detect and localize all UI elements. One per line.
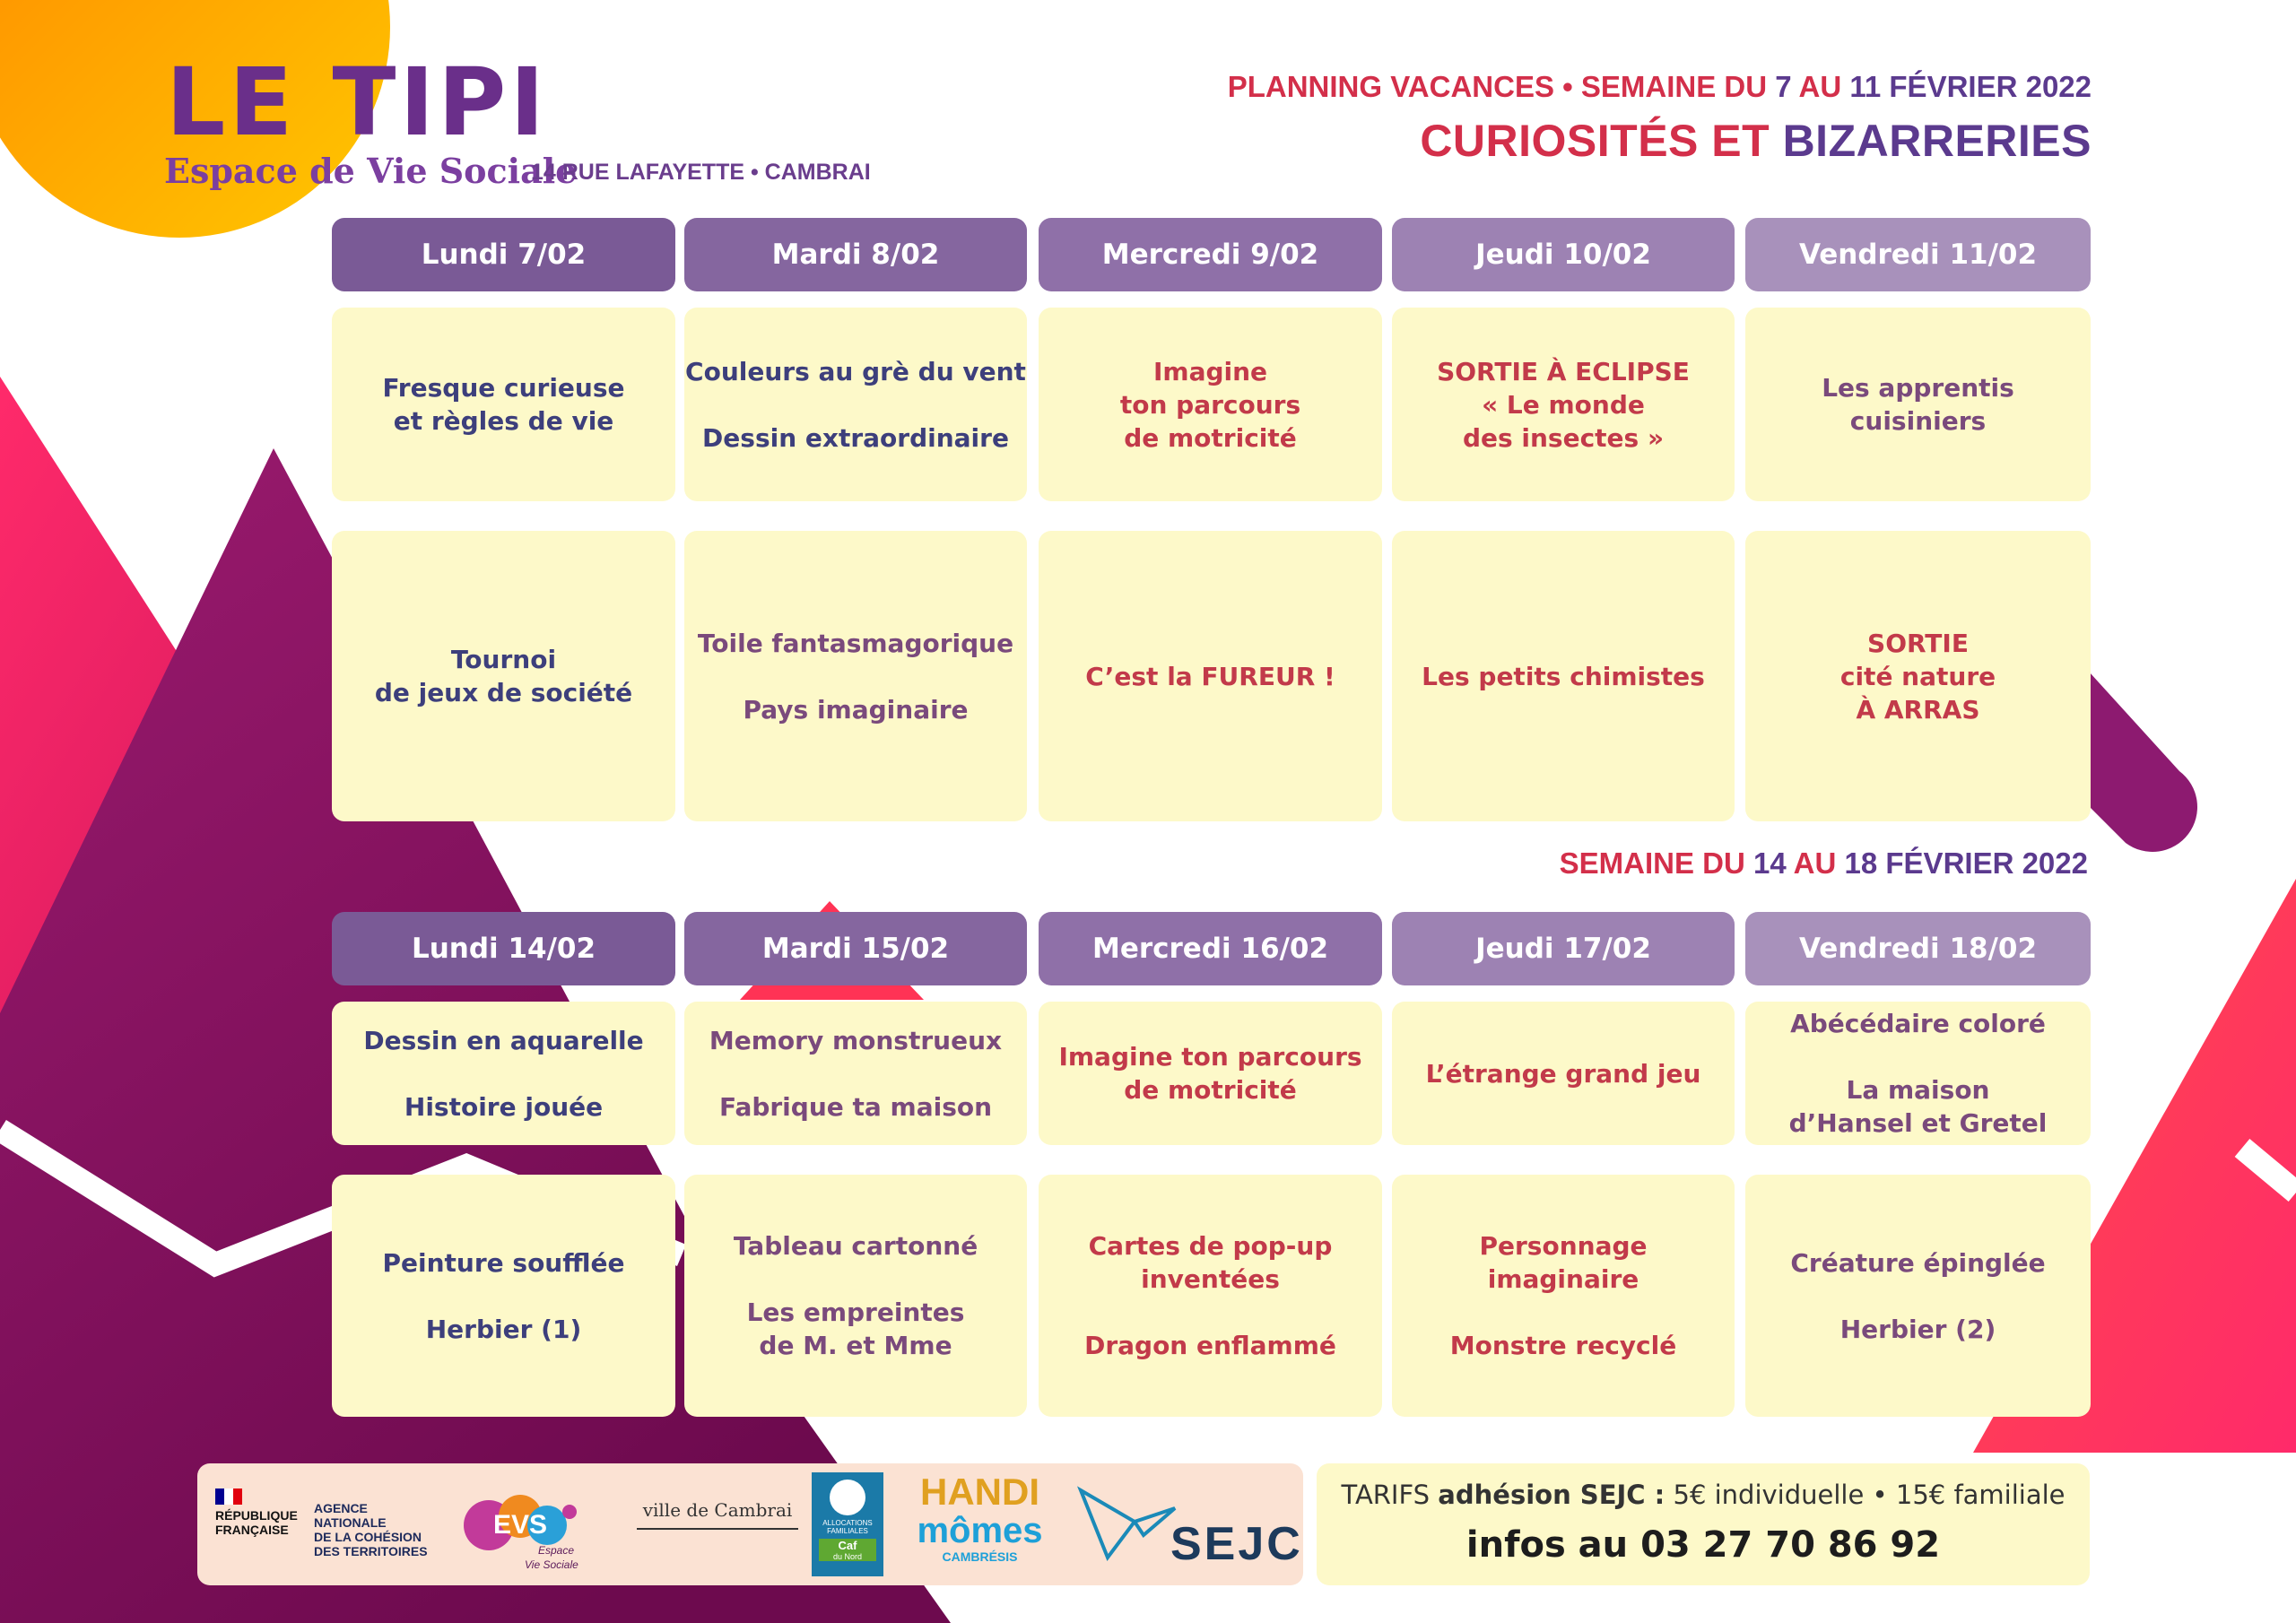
republique-francaise-logo bbox=[215, 1488, 300, 1537]
week2-afternoon-activity-3 bbox=[1039, 1175, 1382, 1417]
planning-part-1: PLANNING VACANCES • SEMAINE DU bbox=[1227, 70, 1776, 103]
anct-logo bbox=[314, 1501, 428, 1558]
rf-line-2: FRANÇAISE bbox=[215, 1523, 289, 1537]
activity-line: La maison bbox=[1846, 1075, 1990, 1105]
evs-logo bbox=[453, 1476, 587, 1575]
week2-part-3: AU bbox=[1786, 846, 1845, 880]
hummingbird-icon bbox=[1072, 1472, 1179, 1571]
cambresis-text: CAMBRÉSIS bbox=[942, 1549, 1018, 1564]
handi-momes-logo bbox=[906, 1472, 1054, 1564]
activity-line: de jeux de société bbox=[374, 678, 633, 707]
anct-line-2: NATIONALE bbox=[314, 1515, 387, 1530]
week1-morning-activity-2 bbox=[684, 308, 1027, 501]
week1-morning-activity-5 bbox=[1745, 308, 2091, 501]
week1-day-header-2: Mardi 8/02 bbox=[684, 218, 1027, 291]
activity-line: SORTIE À ECLIPSE bbox=[1437, 356, 1690, 386]
caf-green-block bbox=[819, 1539, 876, 1561]
activity-line: Tableau cartonné bbox=[733, 1231, 978, 1261]
activity-line: imaginaire bbox=[1487, 1264, 1639, 1294]
activity-line: Herbier (2) bbox=[1839, 1314, 1996, 1344]
evs-word-2: Vie Sociale bbox=[525, 1558, 578, 1571]
week1-day-header-1: Lundi 7/02 bbox=[332, 218, 675, 291]
activity-line: Couleurs au grè du vent bbox=[685, 356, 1026, 386]
week2-morning-activity-3 bbox=[1039, 1002, 1382, 1145]
activity-line: et règles de vie bbox=[393, 406, 614, 436]
week2-part-2: 14 bbox=[1753, 846, 1787, 880]
activity-line: Les apprentis bbox=[1822, 373, 2014, 403]
sejc-logo bbox=[1072, 1472, 1303, 1576]
infos-phone: infos au 03 27 70 86 92 bbox=[1465, 1524, 1941, 1566]
week2-day-header-5: Vendredi 18/02 bbox=[1745, 912, 2091, 985]
sejc-text: SEJC bbox=[1170, 1518, 1303, 1570]
activity-line: de motricité bbox=[1124, 422, 1297, 453]
caf-line-2: FAMILIALES bbox=[827, 1527, 868, 1535]
activity-line: Dessin extraordinaire bbox=[702, 422, 1009, 453]
cambrai-text: ville de Cambrai bbox=[642, 1499, 793, 1521]
theme-title bbox=[1420, 115, 2092, 167]
activity-line: À ARRAS bbox=[1856, 694, 1980, 725]
activity-line: de motricité bbox=[1124, 1075, 1297, 1105]
week2-morning-activity-5 bbox=[1745, 1002, 2091, 1145]
activity-line: Fresque curieuse bbox=[382, 373, 625, 403]
week2-afternoon-activity-2 bbox=[684, 1175, 1027, 1417]
logo-subtitle: Espace de Vie Sociale bbox=[164, 151, 578, 191]
evs-word-1: Espace bbox=[538, 1544, 575, 1557]
week2-title bbox=[1560, 846, 2088, 881]
week2-morning-activity-1 bbox=[332, 1002, 675, 1145]
week2-day-header-2: Mardi 15/02 bbox=[684, 912, 1027, 985]
week2-part-4: 18 FÉVRIER 2022 bbox=[1844, 846, 2088, 880]
activity-line: Peinture soufflée bbox=[382, 1247, 625, 1278]
planning-part-3: AU bbox=[1791, 70, 1850, 103]
anct-line-3: DE LA COHÉSION bbox=[314, 1530, 422, 1544]
week2-afternoon-activity-4 bbox=[1392, 1175, 1735, 1417]
week2-day-header-4: Jeudi 17/02 bbox=[1392, 912, 1735, 985]
caf-line-4: du Nord bbox=[832, 1552, 863, 1561]
week1-afternoon-activity-4 bbox=[1392, 531, 1735, 821]
caf-logo bbox=[812, 1472, 883, 1576]
activity-line: cuisiniers bbox=[1849, 406, 1987, 436]
activity-line: Créature épinglée bbox=[1790, 1247, 2046, 1278]
anct-line-4: DES TERRITOIRES bbox=[314, 1544, 428, 1558]
activity-line: L’étrange grand jeu bbox=[1425, 1058, 1701, 1089]
activity-line: Personnage bbox=[1479, 1231, 1648, 1261]
week1-day-header-4: Jeudi 10/02 bbox=[1392, 218, 1735, 291]
planning-part-2: 7 bbox=[1775, 70, 1792, 103]
handi-text: HANDI bbox=[920, 1471, 1039, 1513]
planning-part-4: 11 FÉVRIER 2022 bbox=[1849, 70, 2092, 103]
rf-line-1: RÉPUBLIQUE bbox=[215, 1508, 298, 1523]
tarifs-prices: 5€ individuelle • 15€ familiale bbox=[1665, 1480, 2066, 1510]
activity-line: d’Hansel et Gretel bbox=[1788, 1108, 2048, 1138]
week1-afternoon-activity-2 bbox=[684, 531, 1027, 821]
week2-morning-activity-4 bbox=[1392, 1002, 1735, 1145]
activity-line: C’est la FUREUR ! bbox=[1085, 661, 1335, 691]
theme-part-1: CURIOSITÉS ET bbox=[1420, 116, 1783, 166]
week1-afternoon-activity-3 bbox=[1039, 531, 1382, 821]
ville-cambrai-logo bbox=[628, 1499, 807, 1530]
purple-pill bbox=[2090, 673, 2197, 852]
anct-line-1: AGENCE bbox=[314, 1501, 368, 1515]
activity-line: Pays imaginaire bbox=[743, 694, 969, 725]
week1-afternoon-activity-1 bbox=[332, 531, 675, 821]
week2-morning-activity-2 bbox=[684, 1002, 1027, 1145]
activity-line: Herbier (1) bbox=[425, 1314, 582, 1344]
tarifs-line bbox=[1317, 1480, 2090, 1510]
activity-line: ton parcours bbox=[1119, 389, 1301, 420]
week2-afternoon-activity-1 bbox=[332, 1175, 675, 1417]
week1-morning-activity-1 bbox=[332, 308, 675, 501]
tarifs-box bbox=[1317, 1463, 2090, 1585]
activity-line: Toile fantasmagorique bbox=[697, 628, 1014, 658]
tarifs-adhesion: adhésion SEJC : bbox=[1438, 1480, 1665, 1510]
activity-line: Tournoi bbox=[450, 645, 557, 674]
theme-part-2: BIZARRERIES bbox=[1782, 116, 2092, 166]
activity-line: Memory monstrueux bbox=[709, 1025, 1003, 1055]
activity-line: Dragon enflammé bbox=[1084, 1331, 1336, 1360]
week2-day-header-3: Mercredi 16/02 bbox=[1039, 912, 1382, 985]
address: 14 RUE LAFAYETTE • CAMBRAI bbox=[531, 160, 871, 185]
planning-week1-title bbox=[1228, 70, 2092, 104]
caf-line-3: Caf bbox=[838, 1539, 857, 1552]
week1-afternoon-activity-5 bbox=[1745, 531, 2091, 821]
activity-line: des insectes » bbox=[1462, 422, 1665, 453]
activity-line: cité nature bbox=[1839, 661, 1996, 691]
week1-day-header-5: Vendredi 11/02 bbox=[1745, 218, 2091, 291]
partner-logos-bar bbox=[197, 1463, 1303, 1585]
week1-day-header-3: Mercredi 9/02 bbox=[1039, 218, 1382, 291]
activity-line: Cartes de pop-up bbox=[1088, 1231, 1333, 1261]
activity-line: Monstre recyclé bbox=[1449, 1331, 1677, 1360]
week2-day-header-1: Lundi 14/02 bbox=[332, 912, 675, 985]
activity-line: Histoire jouée bbox=[404, 1091, 604, 1122]
activity-line: Fabrique ta maison bbox=[718, 1091, 993, 1122]
evs-letters: EVS bbox=[493, 1510, 548, 1540]
tarifs-label: TARIFS bbox=[1341, 1480, 1439, 1510]
activity-line: Imagine bbox=[1152, 356, 1268, 386]
activity-line: SORTIE bbox=[1867, 628, 1969, 658]
caf-emblem-icon bbox=[830, 1480, 865, 1515]
momes-text: mômes bbox=[917, 1511, 1043, 1550]
activity-line: Les petits chimistes bbox=[1422, 661, 1705, 691]
week1-morning-activity-3 bbox=[1039, 308, 1382, 501]
week2-afternoon-activity-5 bbox=[1745, 1175, 2091, 1417]
activity-line: Abécédaire coloré bbox=[1790, 1009, 2046, 1038]
week2-part-1: SEMAINE DU bbox=[1559, 846, 1754, 880]
activity-line: Les empreintes bbox=[746, 1298, 965, 1327]
cambrai-line-icon bbox=[637, 1528, 798, 1530]
week1-morning-activity-4 bbox=[1392, 308, 1735, 501]
activity-line: de M. et Mme bbox=[759, 1331, 952, 1360]
caf-line-1: ALLOCATIONS bbox=[822, 1519, 873, 1527]
activity-line: Imagine ton parcours bbox=[1058, 1042, 1362, 1072]
activity-line: Dessin en aquarelle bbox=[363, 1025, 644, 1055]
french-flag-icon bbox=[215, 1488, 242, 1505]
activity-line: inventées bbox=[1141, 1264, 1280, 1294]
logo-title: LE TIPI bbox=[166, 48, 549, 157]
activity-line: « Le monde bbox=[1482, 389, 1645, 420]
